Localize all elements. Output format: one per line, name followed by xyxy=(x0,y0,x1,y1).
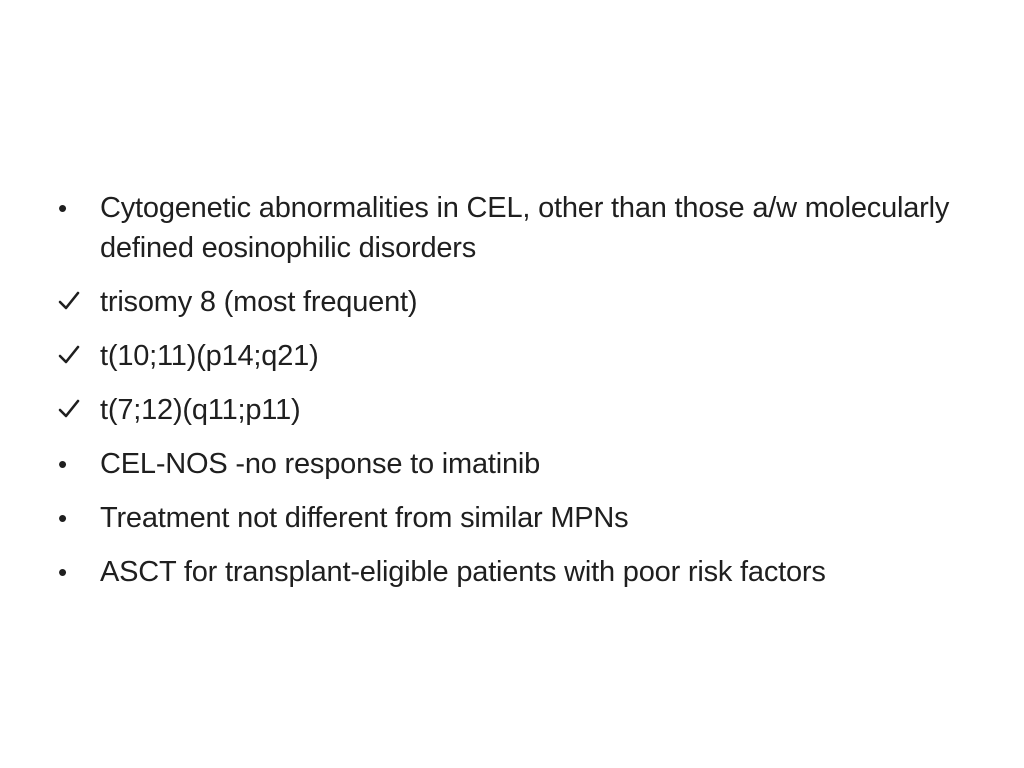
bullet-text: t(10;11)(p14;q21) xyxy=(100,340,319,372)
checkmark-icon xyxy=(56,282,100,311)
slide-body xyxy=(56,188,986,606)
bullet-item xyxy=(56,336,986,376)
bullet-dot-icon: • xyxy=(58,449,67,479)
bullet-list xyxy=(56,188,986,592)
bullet-dot-icon: • xyxy=(58,193,67,223)
bullet-item xyxy=(56,444,986,484)
bullet-item xyxy=(56,552,986,592)
bullet-text: CEL-NOS -no response to imatinib xyxy=(100,448,541,480)
bullet-item xyxy=(56,390,986,430)
bullet-item xyxy=(56,282,986,322)
bullet-dot-icon: • xyxy=(58,557,67,587)
checkmark-icon xyxy=(56,390,100,419)
bullet-item xyxy=(56,188,986,268)
bullet-text: Cytogenetic abnormalities in CEL, other than those a/w molecularly defined eosinophilic disorders xyxy=(100,192,950,264)
bullet-text: ASCT for transplant-eligible patients with poor risk factors xyxy=(100,556,826,588)
bullet-dot-icon: • xyxy=(58,503,67,533)
bullet-text: Treatment not different from similar MPNs xyxy=(100,502,629,534)
bullet-text: t(7;12)(q11;p11) xyxy=(100,394,301,426)
bullet-item xyxy=(56,498,986,538)
bullet-text: trisomy 8 (most frequent) xyxy=(100,286,418,318)
checkmark-icon xyxy=(56,336,100,365)
